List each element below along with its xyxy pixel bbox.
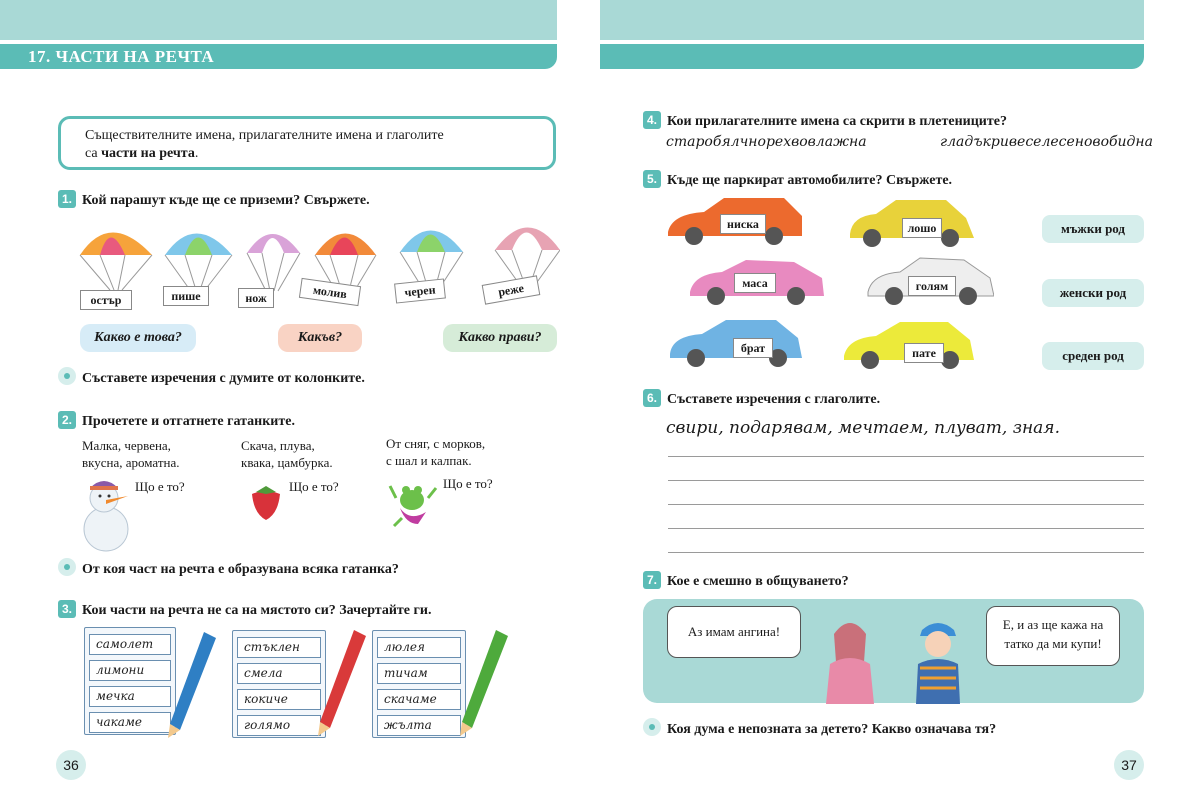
car-word-3: маса bbox=[734, 273, 776, 293]
task-6: 6. Съставете изречения с глаголите. bbox=[643, 389, 880, 408]
task-1-number: 1. bbox=[58, 190, 76, 208]
parachute-word-4: молив bbox=[299, 278, 361, 306]
gender-feminine[interactable]: женски род bbox=[1042, 279, 1144, 307]
car-word-1: ниска bbox=[720, 214, 766, 234]
car-word-6: пате bbox=[904, 343, 944, 363]
parachute-word-1: остър bbox=[80, 290, 132, 310]
riddle-1: Малка, червена, вкусна, ароматна. bbox=[82, 438, 180, 470]
page-number-right: 37 bbox=[1114, 750, 1144, 780]
page-title: 17. ЧАСТИ НА РЕЧТА bbox=[0, 44, 557, 69]
snowman-icon bbox=[76, 474, 136, 554]
writing-line[interactable] bbox=[668, 504, 1144, 505]
car-word-4: голям bbox=[908, 276, 956, 296]
card-word[interactable]: жълта bbox=[377, 715, 461, 736]
green-pencil-icon bbox=[452, 628, 512, 738]
riddle-3: От сняг, с морков, с шал и калпак. bbox=[386, 436, 486, 468]
parachute-icon bbox=[165, 234, 232, 291]
card-word[interactable]: тичам bbox=[377, 663, 461, 684]
bullet-icon bbox=[643, 718, 661, 736]
task-1-text: Кой парашут къде ще се приземи? Свържете. bbox=[82, 193, 370, 208]
boy-icon bbox=[916, 623, 960, 704]
task-1 bbox=[58, 190, 370, 209]
card-word[interactable]: скачаме bbox=[377, 689, 461, 710]
parachute-word-3: нож bbox=[238, 288, 274, 308]
writing-line[interactable] bbox=[668, 552, 1144, 553]
card-word[interactable]: стъклен bbox=[237, 637, 321, 658]
braid-1: старобялчнорехвовлажна bbox=[666, 134, 867, 150]
bullet-icon bbox=[58, 558, 76, 576]
page-number-left: 36 bbox=[56, 750, 86, 780]
verbs-line: свири, подарявам, мечтаем, плуват, зная. bbox=[666, 418, 1060, 438]
parachute-icon bbox=[80, 233, 152, 291]
gender-masculine[interactable]: мъжки род bbox=[1042, 215, 1144, 243]
speech-bubble-boy: Е, и аз ще кажа на татко да ми купи! bbox=[986, 606, 1120, 666]
bullet-1: Съставете изречения с думите от колонките. bbox=[58, 367, 365, 387]
task-2: 2. Прочетете и отгатнете гатанките. bbox=[58, 411, 295, 430]
bullet-3: Коя дума е непозната за детето? Какво означава тя? bbox=[643, 718, 996, 738]
red-pencil-icon bbox=[310, 628, 370, 738]
right-top-band bbox=[600, 0, 1144, 40]
frog-icon bbox=[388, 478, 438, 528]
children-illustration bbox=[820, 612, 980, 704]
card-word[interactable]: самолет bbox=[89, 634, 171, 655]
task-7: 7. Кое е смешно в общуването? bbox=[643, 571, 849, 590]
writing-line[interactable] bbox=[668, 456, 1144, 457]
riddle-2: Скача, плува, квака, цамбурка. bbox=[241, 438, 333, 470]
question-pill-does: Какво прави? bbox=[443, 324, 557, 352]
car-word-2: лошо bbox=[902, 218, 942, 238]
intro-line2: са части на речта. bbox=[85, 146, 199, 161]
riddle-1-ask: Що е то? bbox=[135, 479, 185, 494]
card-word[interactable]: кокиче bbox=[237, 689, 321, 710]
bullet-icon bbox=[58, 367, 76, 385]
girl-icon bbox=[826, 623, 874, 704]
speech-bubble-girl: Аз имам ангина! bbox=[667, 606, 801, 658]
card-word[interactable]: чакаме bbox=[89, 712, 171, 733]
right-title-band bbox=[600, 44, 1144, 69]
card-word[interactable]: мечка bbox=[89, 686, 171, 707]
task-5: 5. Къде ще паркират автомобилите? Свържете. bbox=[643, 170, 952, 189]
parachute-word-6: реже bbox=[482, 275, 541, 304]
card-word[interactable]: смела bbox=[237, 663, 321, 684]
gender-neuter[interactable]: среден род bbox=[1042, 342, 1144, 370]
writing-line[interactable] bbox=[668, 480, 1144, 481]
writing-line[interactable] bbox=[668, 528, 1144, 529]
question-pill-which: Какъв? bbox=[278, 324, 362, 352]
parachute-word-5: черен bbox=[394, 278, 446, 303]
car-word-5: брат bbox=[733, 338, 773, 358]
parachute-icon bbox=[247, 234, 300, 291]
question-pill-what: Какво е това? bbox=[80, 324, 196, 352]
strawberry-icon bbox=[248, 484, 284, 522]
riddle-2-ask: Що е то? bbox=[289, 479, 339, 494]
intro-box bbox=[58, 116, 556, 170]
card-word[interactable]: голямо bbox=[237, 715, 321, 736]
intro-line1: Съществителните имена, прилагателните имена и глаголите bbox=[85, 128, 444, 143]
braid-2: гладъкривеселесеновобидна bbox=[940, 134, 1153, 150]
task-4: 4. Кои прилагателните имена са скрити в плетениците? bbox=[643, 111, 1007, 130]
card-word[interactable]: люлея bbox=[377, 637, 461, 658]
riddle-3-ask: Що е то? bbox=[443, 476, 493, 491]
card-word[interactable]: лимони bbox=[89, 660, 171, 681]
parachute-word-2: пише bbox=[163, 286, 209, 306]
left-top-band bbox=[0, 0, 557, 40]
bullet-2: От коя част на речта е образувана всяка гатанка? bbox=[58, 558, 399, 578]
blue-pencil-icon bbox=[160, 630, 220, 740]
task-3: 3. Кои части на речта не са на мястото си? Зачертайте ги. bbox=[58, 600, 431, 619]
